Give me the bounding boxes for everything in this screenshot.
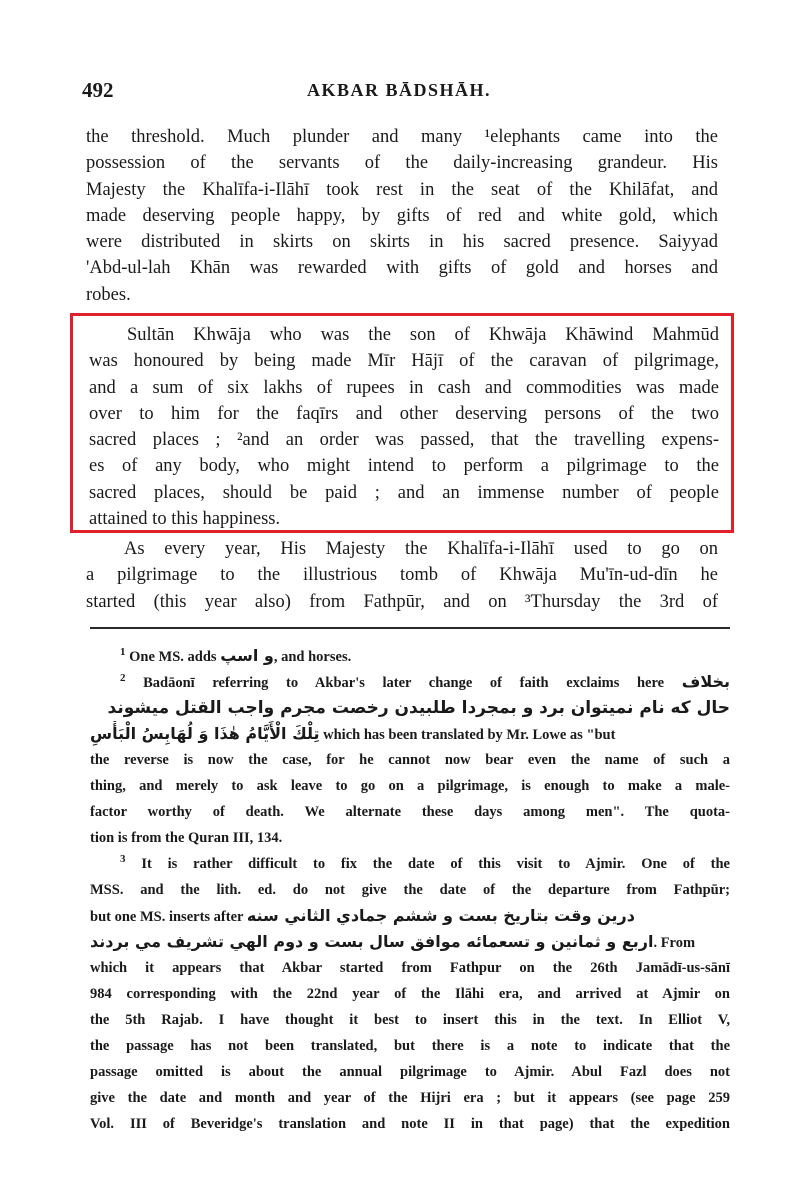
arabic-text: بخلاف (681, 672, 730, 691)
text-line: and a sum of six lakhs of rupees in cash and commodities was made (89, 377, 719, 398)
footnote-text: but one MS. inserts after (90, 909, 244, 925)
footnote-line (90, 721, 730, 747)
text-line: started (this year also) from Fathpūr, and on ³Thursday the 3rd of (86, 591, 718, 612)
footnote-mark: 2 (120, 672, 126, 685)
text-line: were distributed in skirts on skirts in his sacred presence. Saiyyad (86, 232, 718, 253)
main-text (86, 124, 718, 308)
text-line: attained to this happiness. (89, 509, 281, 530)
footnote-line: 984 corresponding with the 22nd year of the Ilāhi era, and arrived at Ajmir on (90, 986, 730, 1002)
text-line: 'Abd-ul-lah Khān was rewarded with gifts of gold and horses and (86, 258, 718, 279)
text-line: es of any body, who might intend to perform a pilgrimage to the (89, 456, 719, 477)
text-line: a pilgrimage to the illustrious tomb of Khwāja Mu'īn-ud-dīn he (86, 565, 718, 586)
footnote-2 (90, 669, 730, 695)
footnote-line: which it appears that Akbar started from Fathpur on the 26th Jamādī-us-sānī (90, 960, 730, 976)
arabic-text: اربع و ثمانين و تسعمائه موافق سال بست و دوم الهي تشريف مي بردند (90, 932, 654, 951)
footnote-line: give the date and month and year of the Hijri era ; but it appears (see page 259 (90, 1090, 730, 1106)
footnote-line: tion is from the Quran III, 134. (90, 830, 283, 846)
page-number: 492 (82, 78, 114, 102)
running-title: AKBAR BĀDSHĀH. (307, 80, 492, 100)
footnote-mark: 3 (120, 853, 126, 866)
footnote-text: , and horses. (273, 649, 352, 665)
text-line: was honoured by being made Mīr Hājī of the caravan of pilgrimage, (89, 351, 719, 372)
footnote-line: MSS. and the lith. ed. do not give the date of the departure from Fathpūr; (90, 882, 730, 898)
footnote-line: factor worthy of death. We alternate these days among men". The quota- (90, 804, 730, 820)
footnote-line: the reverse is now the case, for he cannot now bear even the name of such a (90, 752, 730, 768)
main-text-continued (86, 536, 718, 615)
arabic-text: درین وقت بتاریخ بست و ششم جمادي الثاني سنه (246, 906, 635, 925)
text-line: Sultān Khwāja who was the son of Khwāja Khāwind Mahmūd (127, 325, 719, 345)
footnote-text: . From (653, 935, 696, 951)
text-line: the threshold. Much plunder and many ¹elephants came into the (86, 127, 718, 147)
text-line: As every year, His Majesty the Khalīfa-i-Ilāhī used to go on (124, 539, 718, 559)
text-line: sacred places, should be paid ; and an immense number of people (89, 482, 719, 503)
footnote-line: thing, and merely to ask leave to go on a pilgrimage, is enough to make a male- (90, 778, 730, 794)
text-line: Majesty the Khalīfa-i-Ilāhī took rest in the seat of the Khilāfat, and (86, 179, 718, 200)
footnote-text: which has been translated by Mr. Lowe as "but (323, 727, 616, 743)
highlighted-paragraph (70, 313, 734, 533)
footnote-text: One MS. adds (129, 649, 217, 665)
footnote-line (90, 929, 730, 955)
footnote-line: the passage has not been translated, but there is a note to indicate that the (90, 1038, 730, 1054)
footnote-3 (90, 851, 730, 877)
footnote-text: Badāonī referring to Akbar's later change of faith exclaims here (143, 675, 665, 691)
text-line: possession of the servants of the daily-increasing grandeur. His (86, 153, 718, 174)
footnotes (90, 643, 730, 1137)
text-line: over to him for the faqīrs and other deserving persons of the two (89, 403, 719, 424)
text-line: sacred places ; ²and an order was passed, that the travelling expens- (89, 430, 719, 451)
arabic-text: تِلْكَ الْأَيَّامُ هٰذَا وَ لُهَابِسُ الْبَأْسِ (90, 724, 320, 743)
footnote-1 (90, 643, 730, 669)
text-line: made deserving people happy, by gifts of red and white gold, which (86, 205, 718, 226)
footnote-text: It is rather difficult to fix the date of this visit to Ajmir. One of the (141, 856, 730, 872)
page-header (82, 78, 722, 102)
footnote-line: Vol. III of Beveridge's translation and note II in that page) that the expedition (90, 1116, 730, 1132)
arabic-text: و اسپ (220, 646, 274, 665)
footnote-divider (90, 627, 730, 629)
footnote-line: the 5th Rajab. I have thought it best to insert this in the text. In Elliot V, (90, 1012, 730, 1028)
text-line: robes. (86, 284, 131, 305)
arabic-line: حال که نام نمیتوان برد و بمجردا طلبیدن رخصت مجرم واجب القتل میشوند (107, 698, 730, 718)
footnote-mark: 1 (120, 646, 126, 659)
footnote-line: passage omitted is about the annual pilgrimage to Ajmir. Abul Fazl does not (90, 1064, 730, 1080)
footnote-line (90, 903, 730, 929)
